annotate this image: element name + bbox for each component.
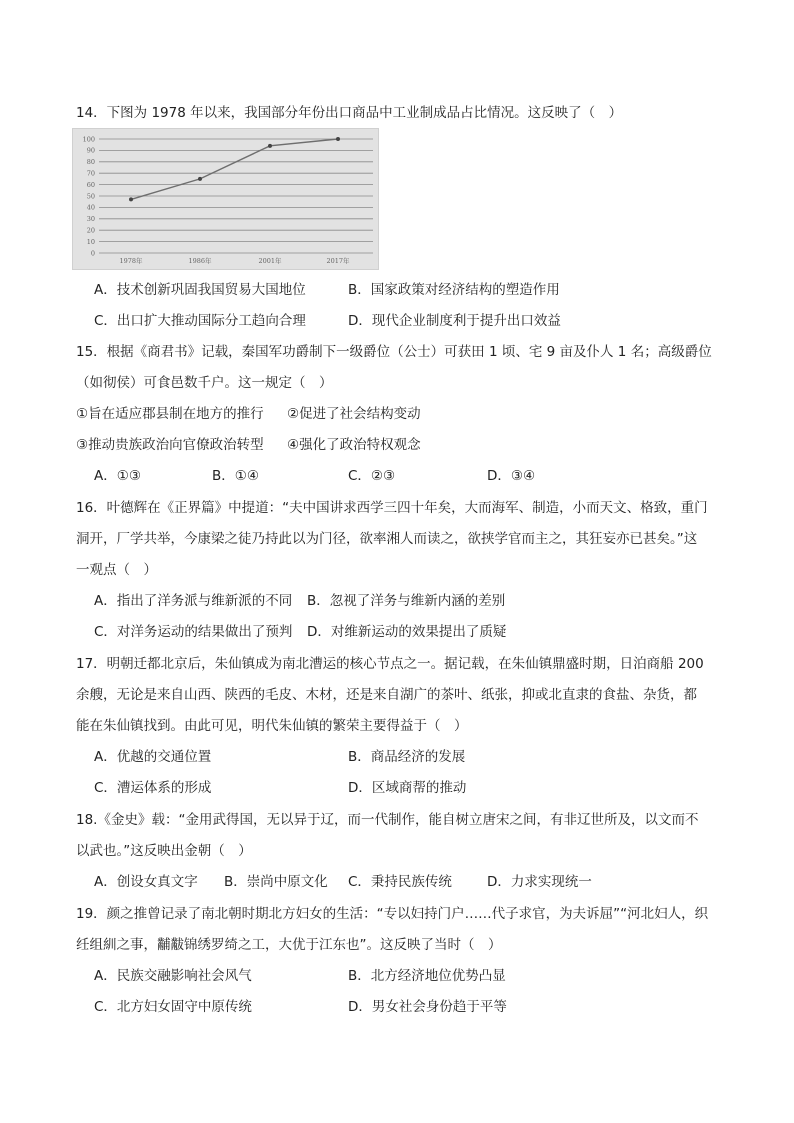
question-15-option-c[interactable]: C．②③ [348,468,396,484]
series-line [131,139,338,199]
question-17-option-c[interactable]: C．漕运体系的形成 [94,780,212,796]
question-17-stem-line-2: 余艘，无论是来自山西、陕西的毛皮、木材，还是来自湖广的茶叶、纸张，抑或北直隶的食盐、杂货，都 [76,687,697,703]
data-point [129,197,133,201]
x-tick-label: 2001年 [258,257,282,265]
question-16-option-b[interactable]: B．忽视了洋务与维新内涵的差别 [307,593,506,609]
question-17-option-b[interactable]: B．商品经济的发展 [348,749,466,765]
question-16-stem-line-3: 一观点（ ） [76,562,157,578]
question-15-option-d[interactable]: D．③④ [487,468,536,484]
question-19-stem-line-2: 纴组紃之事，黼黻锦绣罗绮之工，大优于江东也”。这反映了当时（ ） [76,937,502,953]
question-18-option-a[interactable]: A．创设女真文字 [94,874,198,890]
question-18-stem-line-2: 以武也。”这反映出金朝（ ） [76,843,252,859]
chart-svg [73,129,378,269]
question-17-option-d[interactable]: D．区域商帮的推动 [348,780,467,796]
y-tick-label: 0 [90,249,95,258]
y-tick-label: 60 [86,180,95,189]
question-16-option-d[interactable]: D．对维新运动的效果提出了质疑 [307,624,507,640]
question-15-statement-1: ①旨在适应郡县制在地方的推行 [76,406,264,422]
data-point [336,137,340,141]
question-19-option-c[interactable]: C．北方妇女固守中原传统 [94,999,252,1015]
y-tick-label: 80 [86,158,95,167]
question-14-option-d[interactable]: D．现代企业制度利于提升出口效益 [348,313,561,329]
question-14-option-c[interactable]: C．出口扩大推动国际分工趋向合理 [94,313,306,329]
question-17-option-a[interactable]: A．优越的交通位置 [94,749,212,765]
question-19-option-d[interactable]: D．男女社会身份趋于平等 [348,999,507,1015]
question-16-stem-line-1: 16．叶德辉在《正界篇》中提道：“夫中国讲求西学三四十年矣，大而海军、制造，小而天文、格致，重门 [76,500,708,516]
y-tick-label: 70 [86,169,95,178]
y-tick-label: 30 [86,215,95,224]
y-tick-label: 20 [86,226,95,235]
question-15-option-b[interactable]: B．①④ [212,468,259,484]
x-tick-label: 1978年 [119,257,143,265]
data-point [198,177,202,181]
question-18-stem-line-1: 18.《金史》载：“金用武得国，无以异于辽，而一代制作，能自树立唐宋之间，有非辽世所及，以文而不 [76,812,699,828]
question-16-option-c[interactable]: C．对洋务运动的结果做出了预判 [94,624,293,640]
question-15-stem-line-2: （如彻侯）可食邑数千户。这一规定（ ） [76,375,333,391]
y-tick-label: 100 [82,135,95,144]
question-16-option-a[interactable]: A．指出了洋务派与维新派的不同 [94,593,293,609]
question-18-option-b[interactable]: B．崇尚中原文化 [224,874,328,890]
question-14-option-a[interactable]: A．技术创新巩固我国贸易大国地位 [94,282,306,298]
question-15-stem-line-1: 15．根据《商君书》记载，秦国军功爵制下一级爵位（公士）可获田 1 顷、宅 9 亩及仆人 1 名；高级爵位 [76,344,712,360]
question-14-option-b[interactable]: B．国家政策对经济结构的塑造作用 [348,282,560,298]
question-19-option-a[interactable]: A．民族交融影响社会风气 [94,968,252,984]
data-point [268,144,272,148]
y-tick-label: 10 [86,237,95,246]
question-19-stem-line-1: 19．颜之推曾记录了南北朝时期北方妇女的生活：“专以妇持门户……代子求官，为夫诉屈”“河北妇人，织 [76,906,709,922]
question-17-stem-line-1: 17．明朝迁都北京后，朱仙镇成为南北漕运的核心节点之一。据记载，在朱仙镇鼎盛时期，日泊商船 200 [76,656,704,672]
question-16-stem-line-2: 洞开，厂学共举，今康梁之徒乃持此以为门径，欲率湘人而读之，欲挟学官而主之，其狂妄亦已甚矣。”这 [76,531,698,547]
y-tick-label: 90 [86,146,95,155]
y-tick-label: 40 [86,203,95,212]
question-15-statement-3: ③推动贵族政治向官僚政治转型 [76,437,264,453]
y-tick-label: 50 [86,192,95,201]
question-19-option-b[interactable]: B．北方经济地位优势凸显 [348,968,506,984]
question-15-statement-4: ④强化了政治特权观念 [287,437,421,453]
question-15-option-a[interactable]: A．①③ [94,468,141,484]
question-18-option-c[interactable]: C．秉持民族传统 [348,874,452,890]
question-14-stem: 14．下图为 1978 年以来，我国部分年份出口商品中工业制成品占比情况。这反映了（ ） [76,105,623,121]
question-18-option-d[interactable]: D．力求实现统一 [487,874,592,890]
export-share-line-chart [72,128,379,270]
x-tick-label: 2017年 [326,257,350,265]
x-tick-label: 1986年 [188,257,212,265]
question-17-stem-line-3: 能在朱仙镇找到。由此可见，明代朱仙镇的繁荣主要得益于（ ） [76,718,468,734]
question-15-statement-2: ②促进了社会结构变动 [287,406,421,422]
